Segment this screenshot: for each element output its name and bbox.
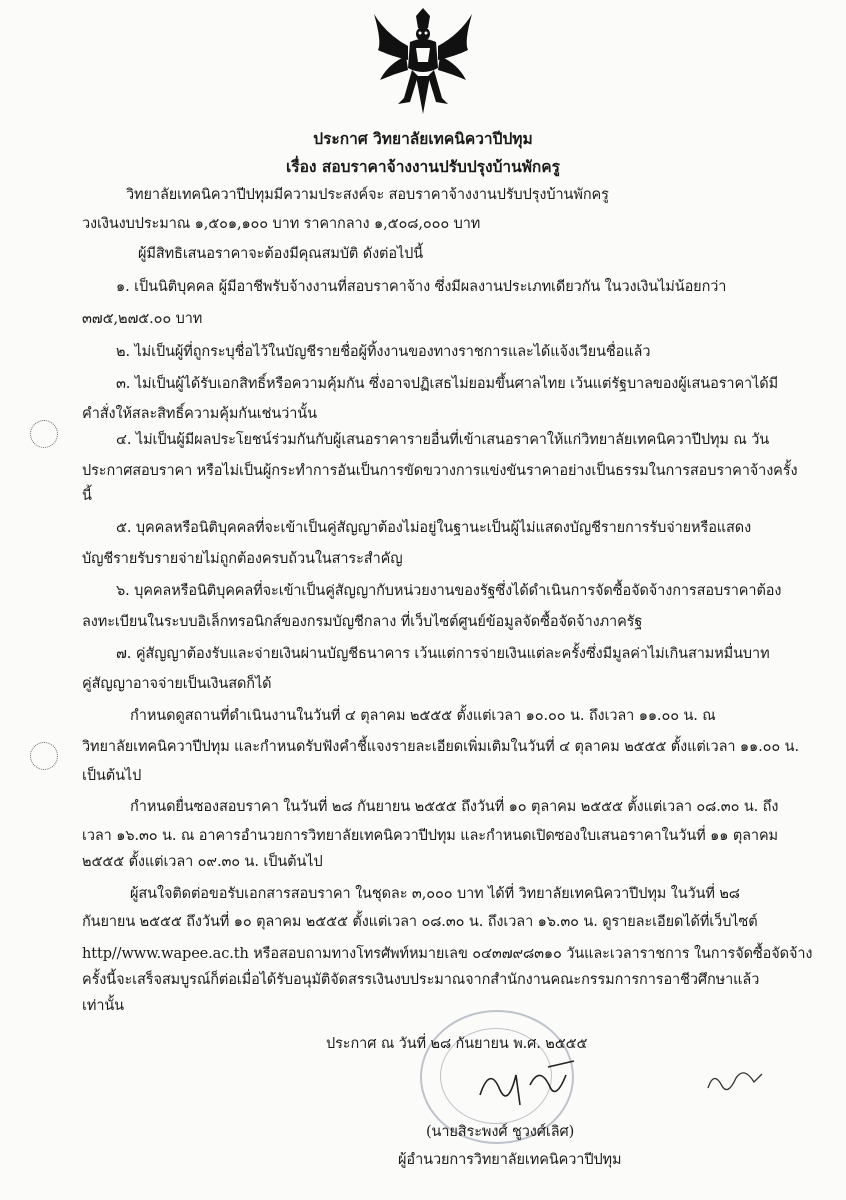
qualification-3-line-1: ๓. ไม่เป็นผู้ได้รับเอกสิทธิ์หรือความคุ้มกัน ซึ่งอาจปฏิเสธไม่ยอมขึ้นศาลไทย เว้นแต่รัฐบาลของผู้เสนอราคาได้มี [116, 376, 779, 392]
site-visit-line-1: กำหนดดูสถานที่ดำเนินงานในวันที่ ๔ ตุลาคม ๒๕๕๕ ตั้งแต่เวลา ๑๐.๐๐ น. ถึงเวลา ๑๑.๐๐ น. ณ [130, 708, 716, 724]
submission-line-3: ๒๕๕๕ ตั้งแต่เวลา ๐๙.๓๐ น. เป็นต้นไป [82, 854, 323, 870]
documents-line-3: http//www.wapee.ac.th หรือสอบถามทางโทรศัพท์หมายเลข ๐๔๓๗๙๘๓๑๐ วันและเวลาราชการ ในการจัดซื้อจัดจ้าง [82, 946, 813, 962]
qualification-2: ๒. ไม่เป็นผู้ที่ถูกระบุชื่อไว้ในบัญชีรายชื่อผู้ทิ้งงานของทางราชการและได้แจ้งเวียนชื่อแล้ว [116, 344, 651, 360]
qualification-7-line-1: ๗. คู่สัญญาต้องรับและจ่ายเงินผ่านบัญชีธนาคาร เว้นแต่การจ่ายเงินแต่ละครั้งซึ่งมีมูลค่าไม่เกินสามหมื่นบาท [116, 646, 770, 662]
qualification-5-line-2: บัญชีรายรับรายจ่ายไม่ถูกต้องครบถ้วนในสาระสำคัญ [82, 551, 403, 567]
announcement-subject: เรื่อง สอบราคาจ้างงานปรับปรุงบ้านพักครู [286, 157, 560, 176]
qualification-heading: ผู้มีสิทธิเสนอราคาจะต้องมีคุณสมบัติ ดังต่อไปนี้ [138, 246, 424, 262]
submission-line-2: เวลา ๑๖.๓๐ น. ณ อาคารอำนวยการวิทยาลัยเทคนิควาปีปทุม และกำหนดเปิดซองใบเสนอราคาในวันที่ ๑๑ ตุลาคม [82, 828, 779, 844]
qualification-5-line-1: ๕. บุคคลหรือนิติบุคคลที่จะเข้าเป็นคู่สัญญาต้องไม่อยู่ในฐานะเป็นผู้ไม่แสดงบัญชีรายการรับจ่ายหรือแสดง [116, 520, 752, 536]
garuda-emblem-icon [368, 6, 478, 118]
intro-line-1: วิทยาลัยเทคนิควาปีปทุมมีความประสงค์จะ สอบราคาจ้างงานปรับปรุงบ้านพักครู [126, 187, 609, 203]
qualification-1-line-1: ๑. เป็นนิติบุคคล ผู้มีอาชีพรับจ้างงานที่สอบราคาจ้าง ซึ่งมีผลงานประเภทเดียวกัน ในวงเงินไม่น้อยกว่า [116, 279, 727, 295]
signature-icon [470, 1045, 590, 1115]
documents-line-5: เท่านั้น [82, 998, 124, 1014]
announcement-title: ประกาศ วิทยาลัยเทคนิควาปีปทุม [313, 129, 533, 148]
qualification-6-line-2: ลงทะเบียนในระบบอิเล็กทรอนิกส์ของกรมบัญชีกลาง ที่เว็บไซต์ศูนย์ข้อมูลจัดซื้อจัดจ้างภาครัฐ [82, 614, 643, 630]
qualification-1-line-2: ๓๗๕,๒๗๕.๐๐ บาท [82, 311, 203, 327]
punch-hole [30, 420, 58, 448]
qualification-3-line-2: คำสั่งให้สละสิทธิ์ความคุ้มกันเช่นว่านั้น [82, 406, 317, 422]
documents-line-2: กันยายน ๒๕๕๕ ถึงวันที่ ๑๐ ตุลาคม ๒๕๕๕ ตั้งแต่เวลา ๐๘.๓๐ น. ถึงเวลา ๑๖.๓๐ น. ดูรายละเอียดได้ที่เว็บไซต์ [82, 914, 758, 930]
qualification-6-line-1: ๖. บุคคลหรือนิติบุคคลที่จะเข้าเป็นคู่สัญญากับหน่วยงานของรัฐซึ่งได้ดำเนินการจัดซื้อจัดจ้างการสอบราคาต้อง [116, 583, 782, 599]
submission-line-1: กำหนดยื่นซองสอบราคา ในวันที่ ๒๘ กันยายน ๒๕๕๕ ถึงวันที่ ๑๐ ตุลาคม ๒๕๕๕ ตั้งแต่เวลา ๐๘.๓๐ น. ถึง [130, 799, 779, 815]
signer-title: ผู้อำนวยการวิทยาลัยเทคนิควาปีปทุม [398, 1152, 622, 1168]
qualification-4-line-3: นี้ [82, 488, 92, 504]
announcement-date: ประกาศ ณ วันที่ ๒๘ กันยายน พ.ศ. ๒๕๕๕ [326, 1036, 588, 1052]
site-visit-line-2: วิทยาลัยเทคนิควาปีปทุม และกำหนดรับฟังคำชี้แจงรายละเอียดเพิ่มเติมในวันที่ ๔ ตุลาคม ๒๕๕๕ ตั้งแต่เวลา ๑๑.๐๐ น. [82, 739, 799, 755]
intro-line-2: วงเงินงบประมาณ ๑,๕๐๑,๑๐๐ บาท ราคากลาง ๑,๕๐๘,๐๐๐ บาท [82, 216, 481, 232]
documents-line-4: ครั้งนี้จะเสร็จสมบูรณ์ก็ต่อเมื่อได้รับอนุมัติจัดสรรเงินงบประมาณจากสำนักงานคณะกรรมการการอาชีวศึกษาแล้ว [82, 972, 760, 988]
documents-line-1: ผู้สนใจติดต่อขอรับเอกสารสอบราคา ในชุดละ ๓,๐๐๐ บาท ได้ที่ วิทยาลัยเทคนิควาปีปทุม ในวันที่ ๒๘ [130, 886, 740, 902]
qualification-4-line-2: ประกาศสอบราคา หรือไม่เป็นผู้กระทำการอันเป็นการขัดขวางการแข่งขันราคาอย่างเป็นธรรมในการสอบราคาจ้างครั้ง [82, 463, 798, 479]
qualification-4-line-1: ๔. ไม่เป็นผู้มีผลประโยชน์ร่วมกันกับผู้เสนอราคารายอื่นที่เข้าเสนอราคาให้แก่วิทยาลัยเทคนิควาปีปทุม ณ วัน [116, 432, 770, 448]
site-visit-line-3: เป็นต้นไป [82, 768, 142, 784]
qualification-7-line-2: คู่สัญญาอาจจ่ายเป็นเงินสดก็ได้ [82, 676, 272, 692]
punch-hole [30, 742, 58, 770]
initials-icon [700, 1060, 770, 1100]
signer-name: (นายสิระพงศ์ ชูวงศ์เลิศ) [426, 1124, 575, 1140]
